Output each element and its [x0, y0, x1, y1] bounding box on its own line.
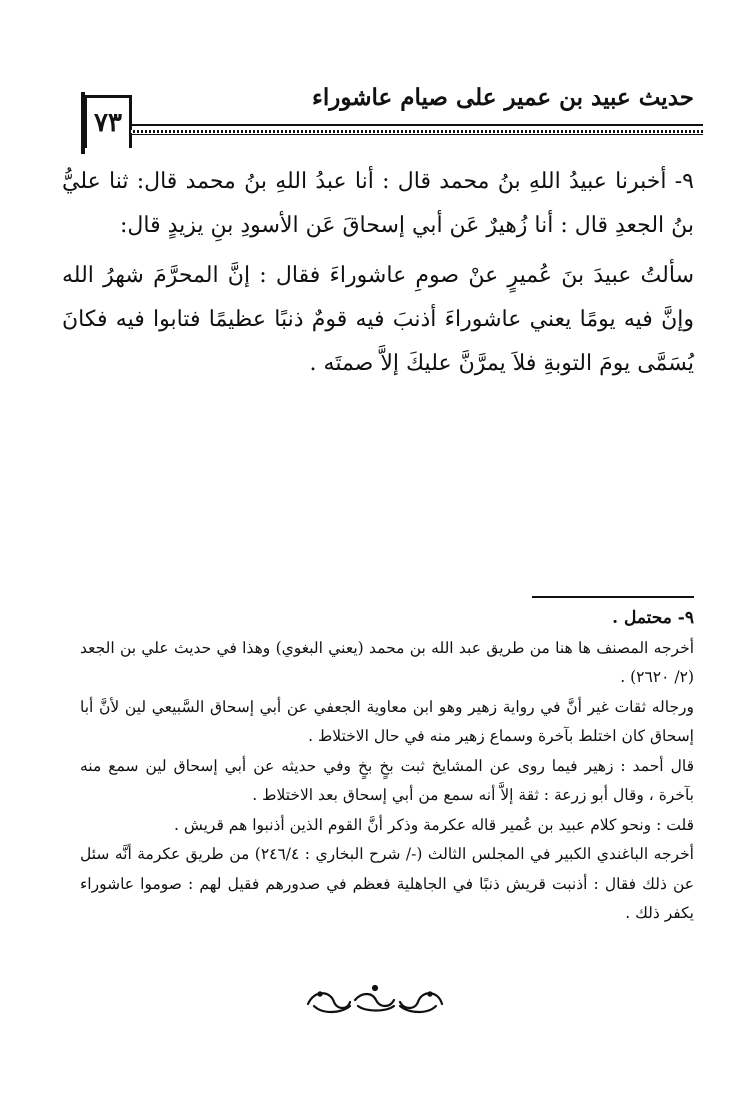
footnote-line: أخرجه المصنف ها هنا من طريق عبد الله بن محمد (يعني البغوي) وهذا في حديث علي بن الجعد (٢/ ٢٦٢٠) .	[80, 638, 694, 686]
decorative-flourish-icon	[300, 980, 450, 1020]
footnote-line: ورجاله ثقات غير أنَّ في رواية زهير وهو ابن معاوية الجعفي عن أبي إسحاق السَّبيعي لين لأنَّ أبا إسحاق كان اختلط بآخرة وسماع زهير منه في حال الاختلاط .	[80, 697, 694, 745]
footnote-heading: ٩- محتمل .	[612, 608, 694, 628]
main-text	[62, 160, 694, 386]
hadith-isnad-paragraph: ٩- أخبرنا عبيدُ اللهِ بنُ محمد قال : أنا عبدُ اللهِ بنُ محمد قال: ثنا عليُّ بنُ الجعدِ قال : أنا زُهيرٌ عَن أبي إسحاقَ عَن الأسودِ بنِ يزيدٍ قال:	[62, 169, 694, 238]
footnotes	[80, 604, 694, 929]
footnote-line: أخرجه الباغندي الكبير في المجلس الثالث (-/ شرح البخاري : ٢٤٦/٤) من طريق عكرمة أنَّه سئل عن ذلك فقال : أذنبت قريش ذنبًا في الجاهلية فعظم في صدورهم فقيل لهم : صوموا عاشوراء يكفر ذلك .	[80, 845, 694, 922]
footnote-line: قال أحمد : زهير فيما روى عن المشايخ ثبت بخٍ بخٍ وفي حديثه عن أبي إسحاق لين سمع منه بآخرة ، وقال أبو زرعة : ثقة إلاَّ أنه سمع من أبي إسحاق بعد الاختلاط .	[80, 756, 694, 804]
footnote-line: قلت : ونحو كلام عبيد بن عُمير قاله عكرمة وذكر أنَّ القوم الذين أذنبوا هم قريش .	[173, 815, 694, 834]
page-number-text: ٧٣	[94, 108, 122, 138]
page-number	[84, 95, 132, 148]
header-rule-thin	[129, 134, 703, 135]
footnote-separator	[532, 596, 694, 598]
running-header-title: حديث عبيد بن عمير على صيام عاشوراء	[312, 84, 694, 111]
hadith-matn-paragraph: سألتُ عبيدَ بنَ عُميرٍ عنْ صومِ عاشوراءَ فقال : إنَّ المحرَّمَ شهرُ الله وإنَّ فيه يومًا يعني عاشوراءَ أذنبَ فيه قومٌ ذنبًا عظيمًا فتابوا فيه فكانَ يُسَمَّى يومَ التوبةِ فلاَ يمرَّنَّ عليكَ إلاَّ صمتَه .	[62, 263, 694, 376]
